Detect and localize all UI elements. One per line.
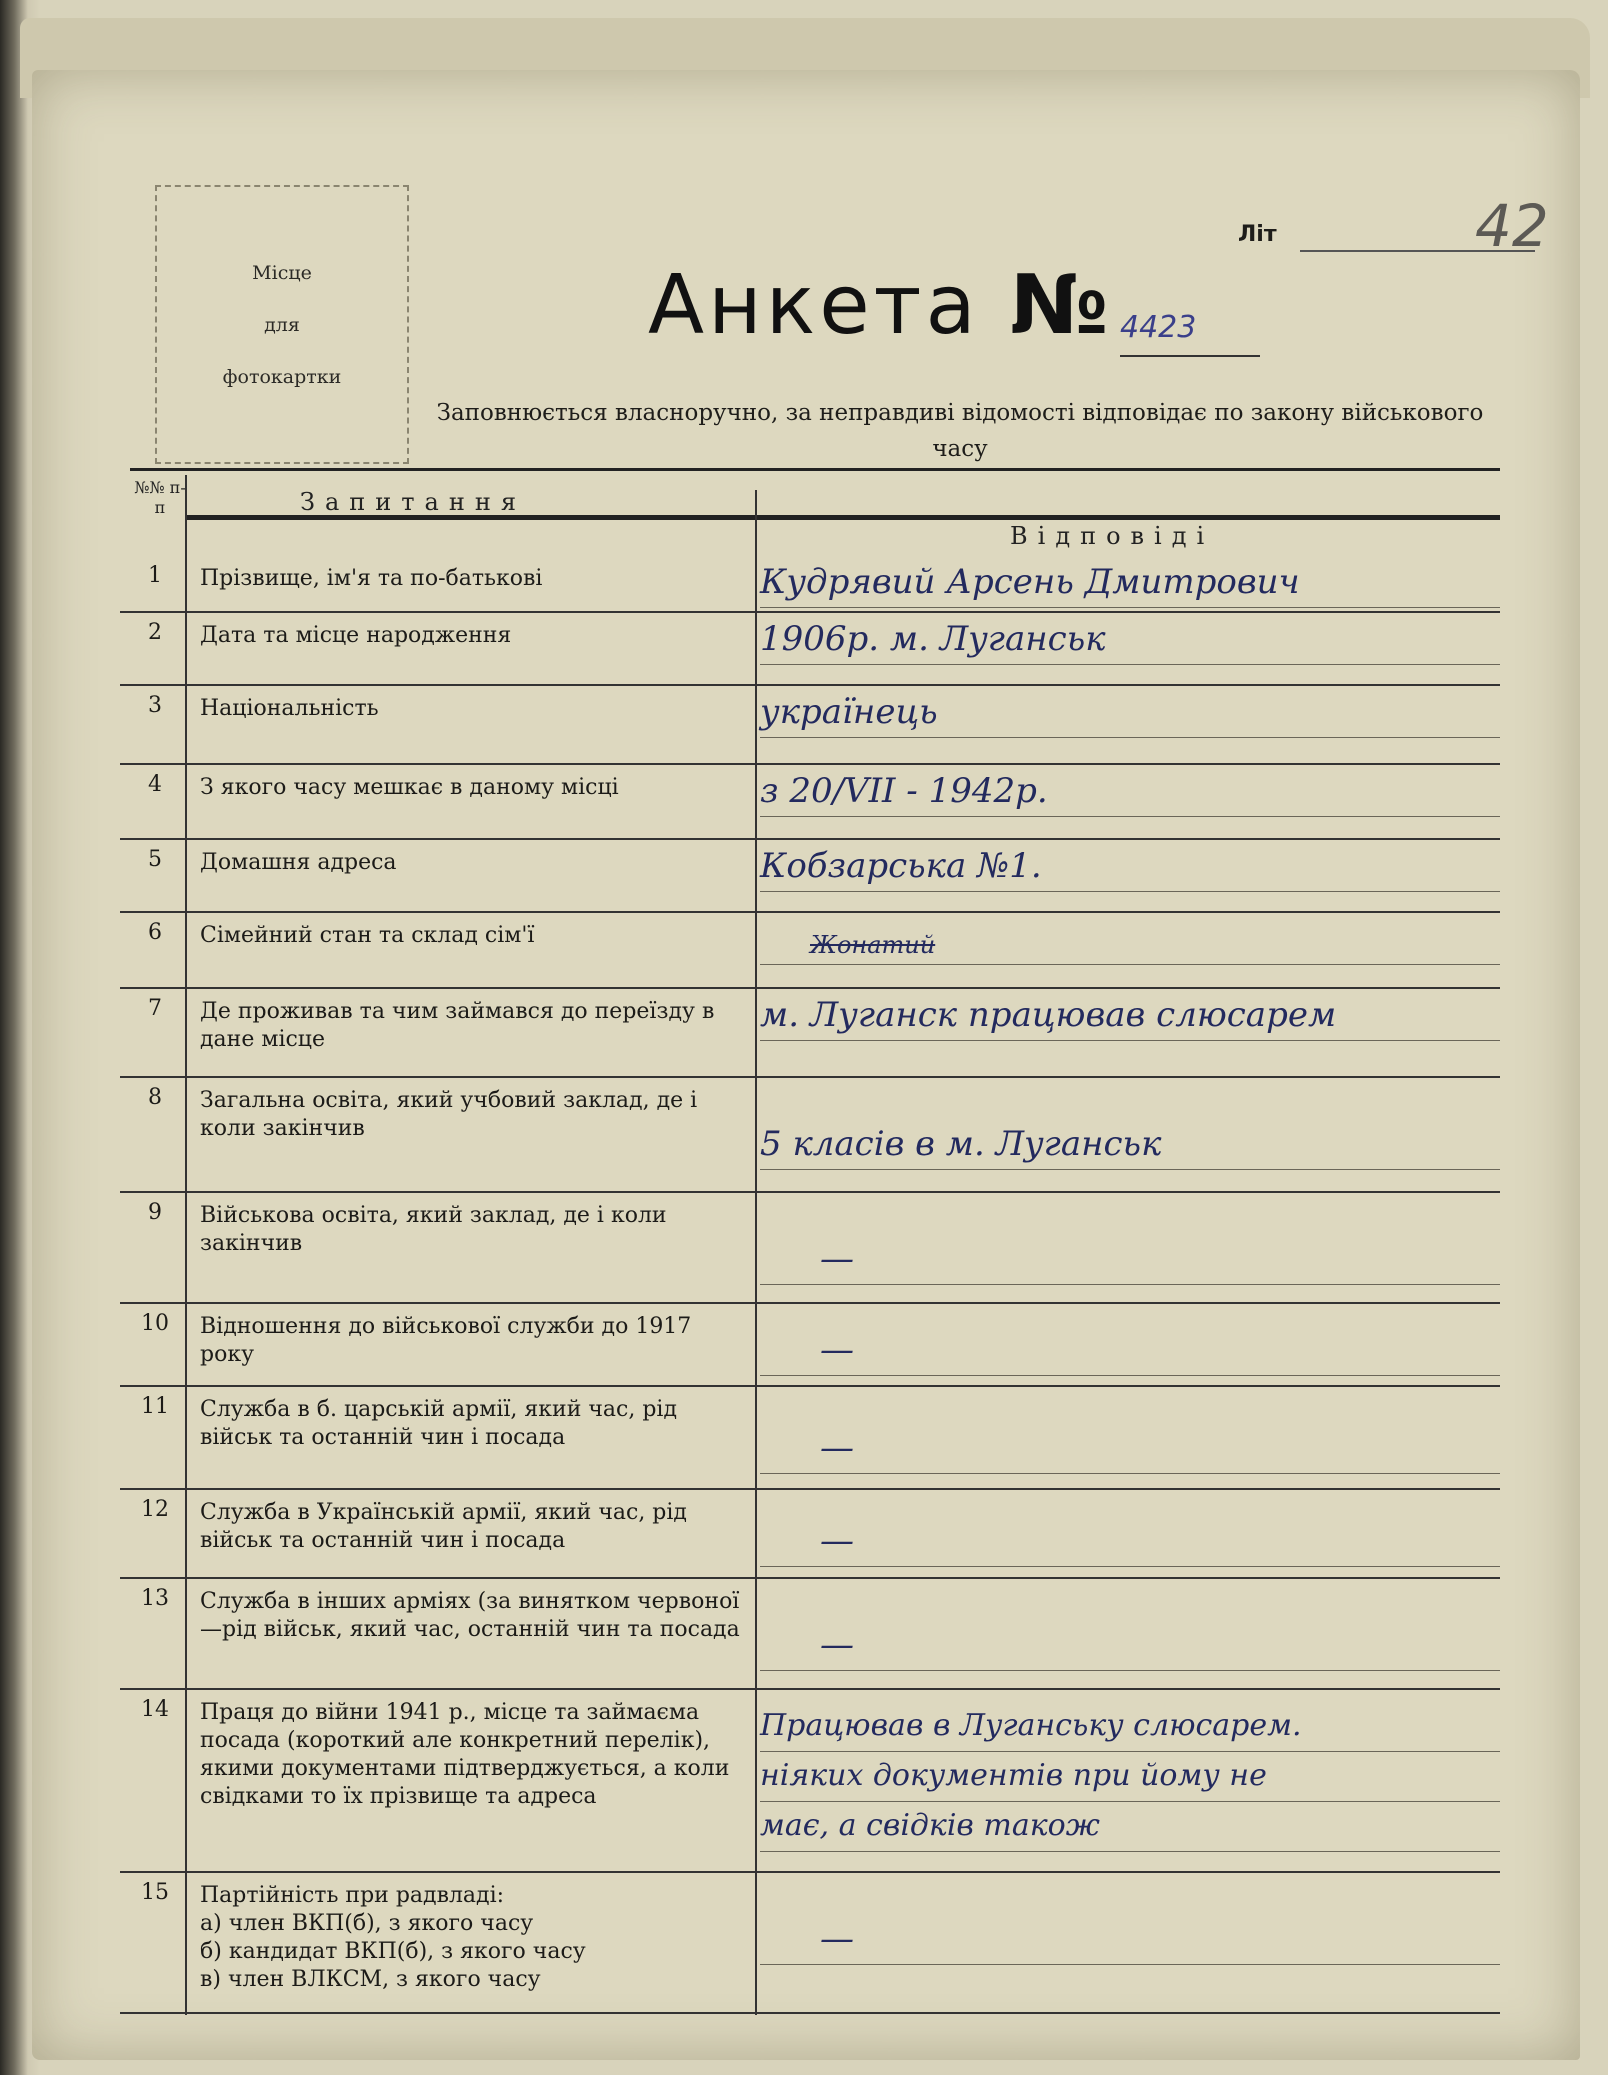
table-row [120,1386,1500,1488]
row-question: Служба в інших арміях (за винятком червоної—рід військ, який час, останній чин та посада [200,1589,740,1642]
table-row [120,988,1500,1076]
row-number: 12 [141,1497,169,1522]
question-line: Партійність при радвладі: [200,1883,505,1908]
row-number: 11 [141,1394,169,1419]
column-header-number: №№ п-п [134,478,186,517]
row-number: 1 [148,563,162,588]
answer-guide-line [760,1473,1500,1474]
table-row [120,555,1500,611]
row-number: 5 [148,847,162,872]
row-number: 2 [148,620,162,645]
row-answer: Жонатий [810,931,936,959]
column-header-question: Запитання [300,488,526,516]
row-number: 8 [148,1085,162,1110]
page-title [648,258,1112,353]
sheet-label: Літ [1238,222,1277,247]
table-row [120,1077,1500,1191]
table-row [120,612,1500,684]
answer-guide-line [760,664,1500,665]
row-question: Загальна освіта, який учбовий заклад, де і коли закінчив [200,1088,698,1141]
table-row [120,1578,1500,1688]
photo-placeholder [155,185,409,464]
table-row [120,764,1500,838]
row-number: 4 [148,772,162,797]
row-answer: Кудрявий Арсень Дмитрович [760,562,1300,602]
row-answer: Кобзарська №1. [760,846,1042,886]
answer-guide-line [760,1851,1500,1852]
instructions: Заповнюється власноручно, за неправдиві відомості відповідає по закону військового часу [436,400,1484,462]
answer-guide-line [760,1964,1500,1965]
row-question: Військова освіта, який заклад, де і коли закінчив [200,1203,667,1256]
row-number: 3 [148,693,162,718]
table-row [120,1689,1500,1871]
row-number: 9 [148,1200,162,1225]
answer-guide-line [760,816,1500,817]
row-question: Дата та місце народження [200,623,512,648]
sheet-number: 42 [1475,192,1549,260]
column-header-answer: Відповіді [1010,522,1215,550]
answer-guide-line [760,737,1500,738]
form-number-line [1120,355,1260,357]
table-row [120,1872,1500,2012]
row-separator [120,2012,1500,2014]
question-line: в) член ВЛКСМ, з якого часу [200,1967,541,1992]
row-number: 6 [148,920,162,945]
question-line: б) кандидат ВКП(б), з якого часу [200,1939,586,1964]
answer-guide-line [760,607,1500,608]
table-row [120,912,1500,987]
table-row [120,1192,1500,1302]
photo-line-1: Місце [252,261,312,284]
row-answer: з 20/VII - 1942р. [760,771,1048,811]
row-answer: ніяких документів при йому не [760,1758,1267,1793]
row-answer: — [820,1239,854,1279]
row-number: 7 [148,996,162,1021]
row-question [200,1882,745,1994]
row-question: Служба в б. царській армії, який час, рід військ та останній чин і посада [200,1397,677,1450]
row-answer: Працював в Луганську слюсарем. [760,1708,1302,1743]
answer-guide-line [760,1169,1500,1170]
answer-guide-line [760,1375,1500,1376]
answer-guide-line [760,891,1500,892]
row-answer: має, а свідків також [760,1808,1100,1843]
row-number: 13 [141,1586,169,1611]
answer-guide-line [760,1670,1500,1671]
row-answer: — [820,1919,854,1959]
row-answer: 5 класів в м. Луганськ [760,1124,1162,1164]
table-row [120,685,1500,763]
row-question: Праця до війни 1941 р., місце та займаєма посада (короткий але конкретний перелік), якими документами підтверджується, а коли свідками то їх прізвище та адреса [200,1700,730,1809]
table-row [120,839,1500,911]
answer-guide-line [760,1284,1500,1285]
table-row [120,1303,1500,1385]
header-rule-top [130,468,1500,471]
row-answer: — [820,1625,854,1665]
answer-guide-line [760,1751,1500,1752]
row-question: Відношення до військової служби до 1917 року [200,1314,692,1367]
question-line: а) член ВКП(б), з якого часу [200,1911,534,1936]
row-question: Служба в Українській армії, який час, рід військ та останній чин і посада [200,1500,687,1553]
photo-line-3: фотокартки [222,365,342,388]
answer-guide-line [760,1801,1500,1802]
row-number: 10 [141,1311,169,1336]
row-question: Домашня адреса [200,850,397,875]
row-answer: 1906р. м. Луганськ [760,619,1106,659]
form-number: 4423 [1120,310,1197,345]
row-question: Сімейний стан та склад сім'ї [200,923,535,948]
row-answer: українець [760,692,938,732]
answer-guide-line [760,1040,1500,1041]
row-number: 14 [141,1697,169,1722]
row-answer: — [820,1521,854,1561]
photo-line-2: для [264,313,300,336]
row-answer: м. Луганск працював слюсарем [760,995,1337,1035]
row-number: 15 [141,1880,169,1905]
title-number-sign: № [1009,258,1113,353]
row-question: З якого часу мешкає в даному місці [200,775,619,800]
row-question: Національність [200,696,379,721]
title-word: Анкета [648,258,980,353]
row-question: Прізвище, ім'я та по-батькові [200,566,543,591]
row-answer: — [820,1330,854,1370]
table-row [120,1489,1500,1577]
row-answer: — [820,1428,854,1468]
answer-guide-line [760,1566,1500,1567]
row-question: Де проживав та чим займався до переїзду в дане місце [200,999,715,1052]
